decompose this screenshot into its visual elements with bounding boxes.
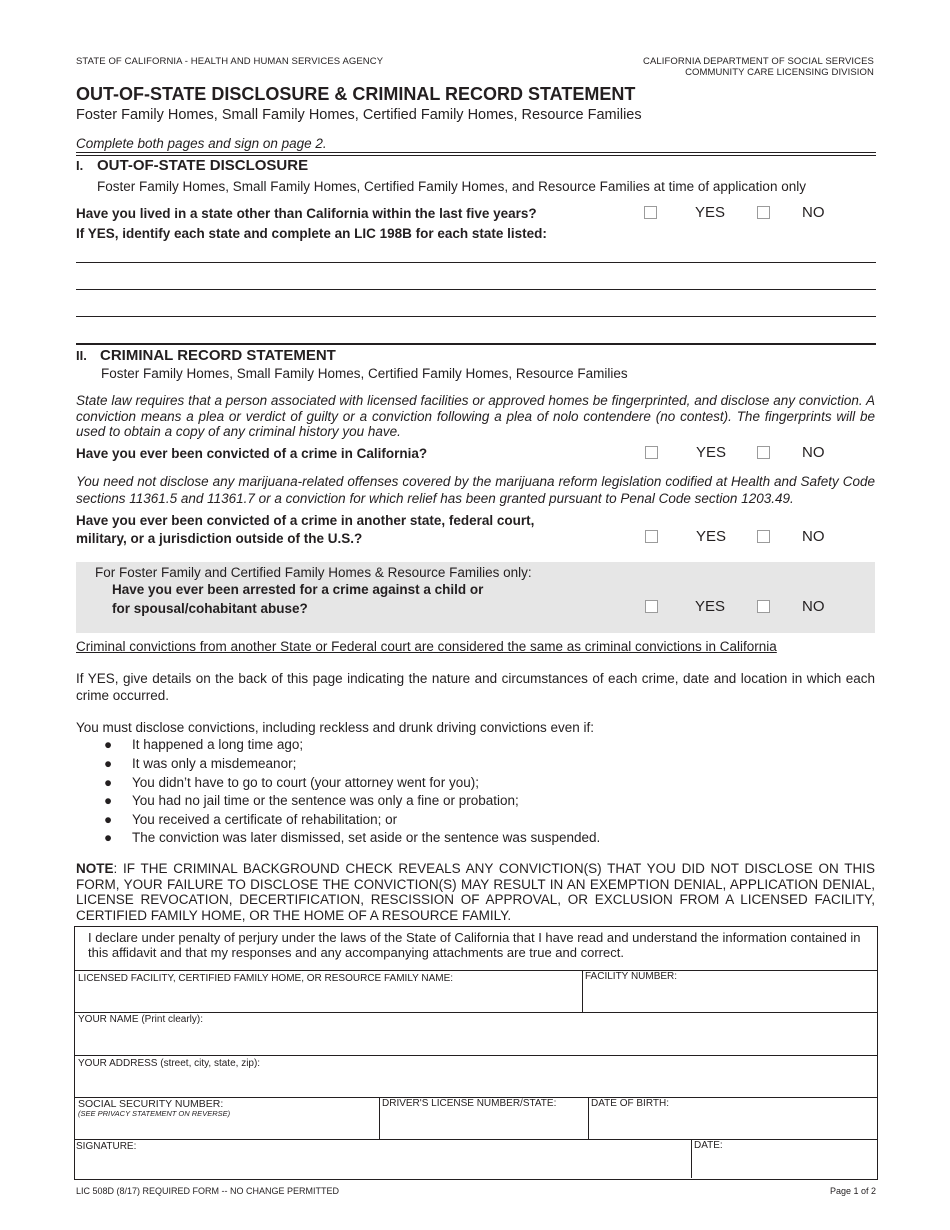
section-1-applies: Foster Family Homes, Small Family Homes, Certified Family Homes, and Resource Families at time of application only <box>97 179 806 194</box>
date-of-birth-field[interactable] <box>590 1112 874 1138</box>
ssn-privacy-note: (SEE PRIVACY STATEMENT ON REVERSE) <box>78 1109 231 1118</box>
fingerprint-law-text: State law requires that a person associated with licensed facilities or approved homes be fingerprinted, and disclose any conviction. A conviction means a plea or verdict of guilty or a conviction following a plea of nolo contendere (no contest). The fingerprints will be used to obtain a copy of any criminal history you have. <box>76 393 875 439</box>
address-field[interactable] <box>76 1071 874 1097</box>
facility-number-field[interactable] <box>584 985 874 1011</box>
row-divider <box>75 1139 877 1140</box>
yes-label: YES <box>696 528 727 545</box>
agency-name: STATE OF CALIFORNIA - HEALTH AND HUMAN SERVICES AGENCY <box>76 56 384 67</box>
question-convicted-california: Have you ever been convicted of a crime in California? <box>76 446 428 461</box>
question-convicted-other-2: military, or a jurisdiction outside of the U.S.? <box>76 531 363 546</box>
double-rule-top <box>76 152 876 153</box>
drivers-license-label: DRIVER'S LICENSE NUMBER/STATE: <box>382 1098 557 1109</box>
section-1-number: I. <box>76 158 84 173</box>
convicted-other-yes-checkbox[interactable] <box>645 530 658 543</box>
section-2-title: CRIMINAL RECORD STATEMENT <box>100 347 336 364</box>
drivers-license-field[interactable] <box>381 1112 587 1138</box>
bullet-icon: ● <box>104 812 113 827</box>
question-arrested-1: Have you ever been arrested for a crime against a child or <box>112 582 484 597</box>
state-entry-line-3[interactable] <box>76 316 876 317</box>
arrested-no-checkbox[interactable] <box>757 600 770 613</box>
if-yes-details: If YES, give details on the back of this page indicating the nature and circumstances of each crime, date and location in which each crime occurred. <box>76 671 875 703</box>
question-arrested-2: for spousal/cohabitant abuse? <box>112 601 308 616</box>
section-1-title: OUT-OF-STATE DISCLOSURE <box>97 157 309 174</box>
foster-only-label: For Foster Family and Certified Family Homes & Resource Families only: <box>95 565 532 580</box>
section-divider <box>76 343 876 345</box>
signature-field[interactable] <box>76 1153 689 1177</box>
same-as-california-note: Criminal convictions from another State or Federal court are considered the same as criminal convictions in California <box>76 639 777 654</box>
bullet-icon: ● <box>104 775 113 790</box>
question-lived-other-state: Have you lived in a state other than California within the last five years? <box>76 206 537 221</box>
date-of-birth-label: DATE OF BIRTH: <box>591 1098 669 1109</box>
section-2-applies: Foster Family Homes, Small Family Homes, Certified Family Homes, Resource Families <box>101 366 628 381</box>
date-field[interactable] <box>693 1153 874 1177</box>
question-convicted-other-1: Have you ever been convicted of a crime in another state, federal court, <box>76 513 535 528</box>
division-name: COMMUNITY CARE LICENSING DIVISION <box>685 67 874 78</box>
section-2-number: II. <box>76 348 87 363</box>
must-disclose-intro: You must disclose convictions, including reckless and drunk driving convictions even if: <box>76 720 595 735</box>
row-divider <box>75 970 877 971</box>
department-name: CALIFORNIA DEPARTMENT OF SOCIAL SERVICES <box>643 56 874 67</box>
cell-divider <box>582 970 583 1012</box>
ssn-field[interactable] <box>76 1120 378 1138</box>
yes-label: YES <box>696 444 727 461</box>
yes-label: YES <box>695 204 726 221</box>
facility-name-field[interactable] <box>76 985 581 1011</box>
no-label: NO <box>802 528 825 545</box>
facility-name-label: LICENSED FACILITY, CERTIFIED FAMILY HOME, OR RESOURCE FAMILY NAME: <box>78 973 454 984</box>
form-subtitle: Foster Family Homes, Small Family Homes, Certified Family Homes, Resource Families <box>76 107 642 123</box>
yes-label: YES <box>695 598 726 615</box>
cell-divider <box>379 1097 380 1139</box>
convicted-california-no-checkbox[interactable] <box>757 446 770 459</box>
row-divider <box>75 1055 877 1056</box>
instruction-text: Complete both pages and sign on page 2. <box>76 136 327 151</box>
convicted-other-no-checkbox[interactable] <box>757 530 770 543</box>
lived-other-state-no-checkbox[interactable] <box>757 206 770 219</box>
bullet-icon: ● <box>104 793 113 808</box>
note-text: : IF THE CRIMINAL BACKGROUND CHECK REVEALS ANY CONVICTION(S) THAT YOU DID NOT DISCLOSE ON THIS FORM, YOUR FAILURE TO DISCLOSE THE CONVICTION(S) MAY RESULT IN AN EXEMPTION DENIAL, APPLICATION DENIAL, LICENSE REVOCATION, DECERTIFICATION, RESCISSION OF APPROVAL, OR EXCLUSION FROM A LICENSED FACILITY, CERTIFIED FAMILY HOME, OR THE HOME OF A RESOURCE FAMILY. <box>76 861 875 923</box>
date-label: DATE: <box>694 1140 723 1151</box>
marijuana-exemption-text: You need not disclose any marijuana-related offenses covered by the marijuana reform legislation codified at Health and Safety Code sections 11361.5 and 11361.7 or a conviction for which relief has been granted pursuant to Penal Code section 1203.49. <box>76 474 875 506</box>
bullet-icon: ● <box>104 737 113 752</box>
lived-other-state-yes-checkbox[interactable] <box>644 206 657 219</box>
no-label: NO <box>802 204 825 221</box>
double-rule-bottom <box>76 155 876 156</box>
bullet-icon: ● <box>104 830 113 845</box>
cell-divider <box>691 1139 692 1178</box>
state-entry-line-1[interactable] <box>76 262 876 263</box>
ssn-label: SOCIAL SECURITY NUMBER: <box>78 1098 224 1110</box>
convicted-california-yes-checkbox[interactable] <box>645 446 658 459</box>
form-title: OUT-OF-STATE DISCLOSURE & CRIMINAL RECORD STATEMENT <box>76 84 636 104</box>
form-id: LIC 508D (8/17) REQUIRED FORM -- NO CHANGE PERMITTED <box>76 1186 340 1196</box>
no-label: NO <box>802 598 825 615</box>
signature-label: SIGNATURE: <box>76 1141 137 1152</box>
question-identify-states: If YES, identify each state and complete an LIC 198B for each state listed: <box>76 226 547 241</box>
declaration-text: I declare under penalty of perjury under the laws of the State of California that I have read and understand the information contained in this affidavit and that my responses and any accompanying attachments are true and correct. <box>88 930 861 960</box>
no-label: NO <box>802 444 825 461</box>
arrested-yes-checkbox[interactable] <box>645 600 658 613</box>
note-label: NOTE <box>76 861 114 876</box>
note-warning <box>76 861 875 923</box>
your-name-field[interactable] <box>76 1027 874 1055</box>
page-number: Page 1 of 2 <box>829 1186 876 1196</box>
address-label: YOUR ADDRESS (street, city, state, zip): <box>78 1058 261 1069</box>
state-entry-line-2[interactable] <box>76 289 876 290</box>
facility-number-label: FACILITY NUMBER: <box>585 971 678 982</box>
row-divider <box>75 1012 877 1013</box>
cell-divider <box>588 1097 589 1139</box>
your-name-label: YOUR NAME (Print clearly): <box>78 1014 204 1025</box>
bullet-icon: ● <box>104 756 113 771</box>
